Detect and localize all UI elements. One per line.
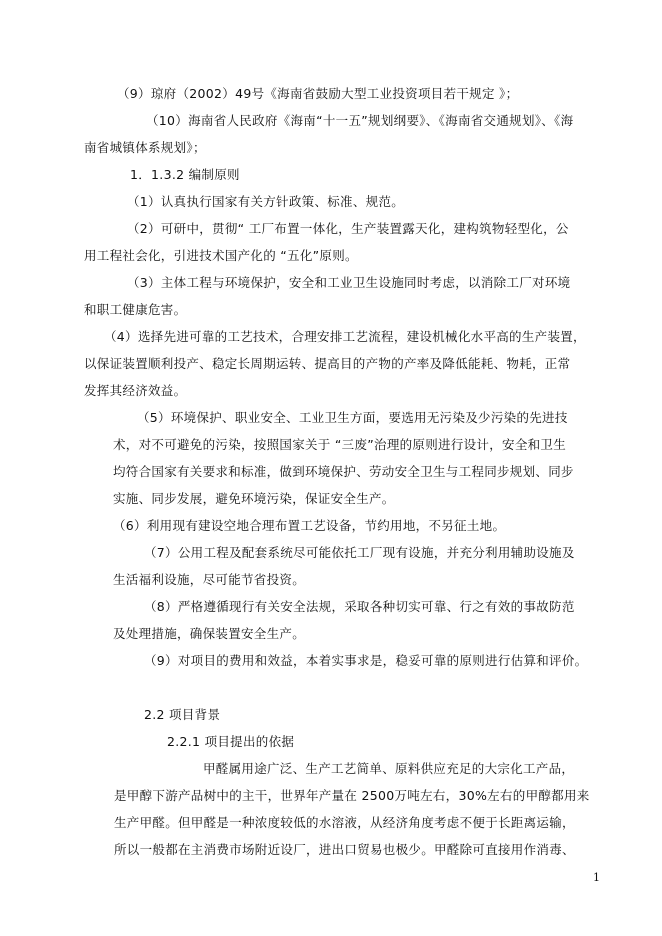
text-line-21: 及处理措施，确保装置安全生产。 [113,626,306,641]
text-line-26: 是甲醇下游产品树中的主干，世界年产量在 2500万吨左右，30%左右的甲醇都用来 [114,788,590,803]
text-line-19: 生活福利设施，尽可能节省投资。 [113,572,306,587]
text-line-7: 用工程社会化，引进技术国产化的 “五化”原则。 [84,248,358,263]
section-heading-2-2: 2.2 项目背景 [144,707,221,722]
text-line-27: 生产甲醛。但甲醛是一种浓度较低的水溶液，从经济角度考虑不便于长距离运输， [114,815,575,830]
text-line-5: （1）认真执行国家有关方针政策、标准、规范。 [127,194,405,209]
text-line-3: 南省城镇体系规划》； [84,140,206,155]
text-line-17: （6）利用现有建设空地合理布置工艺设备，节约用地，不另征土地。 [113,518,506,533]
text-line-1: （9）琼府（2002）49号《海南省鼓励大型工业投资项目若干规定 》； [117,86,519,101]
text-line-10: （4）选择先进可靠的工艺技术，合理安排工艺流程，建设机械化水平高的生产装置， [104,329,586,344]
text-line-22: （9）对项目的费用和效益，本着实事求是，稳妥可靠的原则进行估算和评价。 [144,653,588,668]
text-line-20: （8）严格遵循现行有关安全法规，采取各种切实可靠、行之有效的事故防范 [144,599,575,614]
text-line-14: 术，对不可避免的污染，按照国家关于 “三废”治理的原则进行设计，安全和卫生 [113,437,567,452]
text-line-18: （7）公用工程及配套系统尽可能依托工厂现有设施，并充分利用辅助设施及 [144,545,575,560]
text-line-8: （3）主体工程与环境保护，安全和工业卫生设施同时考虑，以消除工厂对环境 [127,275,571,290]
text-line-12: 发挥其经济效益。 [84,383,187,398]
text-line-2: （10）海南省人民政府《海南“十一五”规划纲要》、《海南省交通规划》、《海 [146,113,574,128]
text-line-11: 以保证装置顺利投产、稳定长周期运转、提高目的产物的产率及降低能耗、物耗，正常 [84,356,571,371]
text-line-28: 所以一般都在主消费市场附近设厂，进出口贸易也极少。甲醛除可直接用作消毒、 [114,842,575,857]
page-number: 1 [593,871,600,884]
text-line-16: 实施、同步发展，避免环境污染，保证安全生产。 [113,491,395,506]
text-line-6: （2）可研中，贯彻“ 工厂布置一体化，生产装置露天化，建构筑物轻型化，公 [127,221,569,236]
text-line-13: （5）环境保护、职业安全、工业卫生方面，要选用无污染及少污染的先进技 [137,410,568,425]
text-line-25: 甲醛属用途广泛、生产工艺简单、原料供应充足的大宗化工产品， [203,761,575,776]
section-heading-1-1-3-2: 1．1.3.2 编制原则 [130,167,240,182]
text-line-15: 均符合国家有关要求和标准，做到环境保护、劳动安全卫生与工程同步规划、同步 [113,464,574,479]
text-line-9: 和职工健康危害。 [84,302,187,317]
section-heading-2-2-1: 2.2.1 项目提出的依据 [167,734,295,749]
